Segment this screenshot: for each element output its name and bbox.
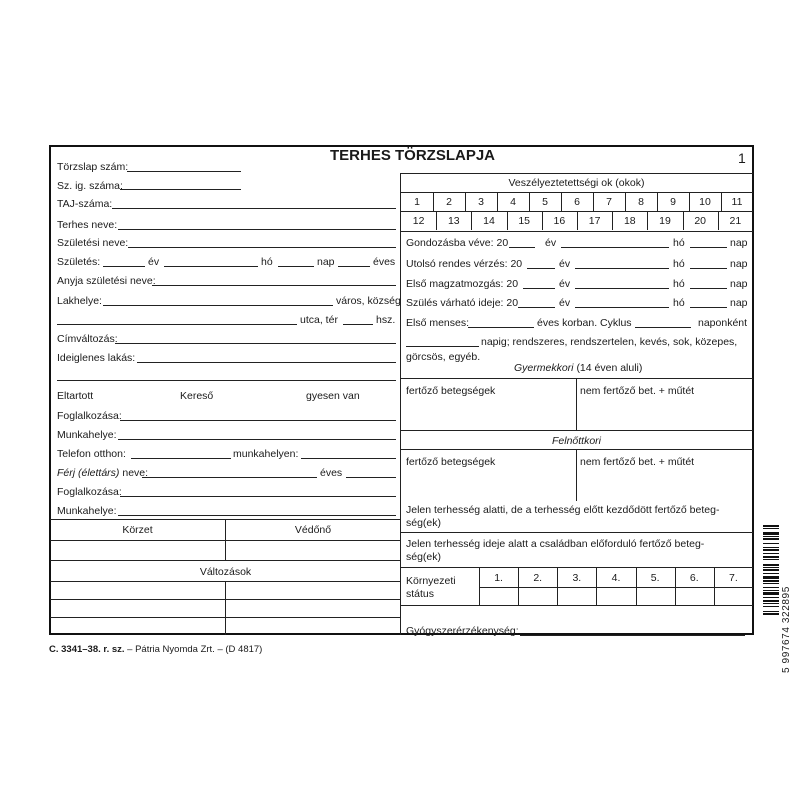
risk-row-1-cell-3[interactable]: 3 (478, 196, 484, 208)
utolso-verzes-month-field[interactable] (575, 268, 669, 269)
risk-row-2-cell-21[interactable]: 21 (729, 215, 742, 227)
gyermekkori-note: (14 éven aluli) (576, 362, 643, 374)
cimvaltozas-label: Címváltozás: (57, 333, 118, 345)
varos-kozseg-label: város, község (336, 295, 401, 307)
status-cell-3[interactable]: 3. (572, 572, 582, 584)
elso-magzatmozgas-label: Első magzatmozgás: 20 (406, 278, 519, 290)
munkahelyen-field[interactable] (301, 458, 396, 459)
barcode-bar (763, 547, 779, 548)
szules-varhato-month-field[interactable] (575, 307, 669, 308)
lakhelye-label: Lakhelye: (57, 295, 102, 307)
gondozasba-day-field[interactable] (690, 247, 727, 248)
gondozasba-ev-label: év (545, 237, 557, 249)
taj-szama-label: TAJ-száma: (57, 198, 113, 210)
jelen-2-top-line (400, 532, 753, 533)
risk-row-2-divider (542, 211, 543, 230)
risk-row-1-cell-6[interactable]: 6 (574, 196, 580, 208)
valtozasok-top-line (50, 560, 401, 561)
menses-line-2: napig; rendszeres, rendszertelen, kevés, sok, közepes, (481, 336, 738, 348)
risk-row-1-cell-9[interactable]: 9 (670, 196, 676, 208)
barcode-bar (763, 587, 779, 588)
hsz-label: hsz. (376, 314, 396, 326)
menses-line-3: görcsös, egyéb. (406, 351, 481, 363)
status-grid-divider (636, 567, 637, 605)
risk-row-1-divider (657, 192, 658, 211)
barcode-bar (763, 567, 779, 568)
barcode-bar (763, 528, 779, 529)
barcode-bar (763, 597, 779, 598)
korzet-header-line (50, 540, 401, 541)
valtozasok-row-line-2 (50, 617, 401, 618)
utolso-verzes-nap-label: nap (730, 258, 748, 270)
szuletes-ho-field[interactable] (278, 266, 314, 267)
szuletes-ho-label: hó (261, 256, 273, 268)
telefon-otthon-label: Telefon otthon: (57, 448, 126, 460)
elso-menses-label: Első menses: (406, 317, 470, 329)
kornyezeti-top-line (400, 567, 753, 568)
barcode-bar (763, 553, 779, 554)
gyermekkori-label: Gyermekkori (514, 362, 574, 374)
risk-row-1-cell-8[interactable]: 8 (638, 196, 644, 208)
utca-field[interactable] (57, 324, 297, 325)
ideiglenes-lakas-field[interactable] (137, 362, 396, 363)
risk-row-1-divider (625, 192, 626, 211)
barcode-bar (763, 573, 779, 574)
gyogyszer-field[interactable] (520, 635, 745, 636)
risk-row-1-divider (529, 192, 530, 211)
risk-grid-line-3 (400, 231, 753, 232)
barcode-bar (763, 525, 779, 527)
risk-row-1-divider (433, 192, 434, 211)
gondozasba-ho-label: hó (673, 237, 685, 249)
page-number: 1 (738, 150, 746, 166)
barcode-bar (763, 600, 779, 602)
ferj-neve-suffix: neve: (122, 467, 149, 479)
risk-row-1-divider (561, 192, 562, 211)
szuletes-ev-field[interactable] (164, 266, 258, 267)
fertozo-label: fertőző betegségek (406, 385, 496, 397)
status-cell-6[interactable]: 6. (689, 572, 699, 584)
foglalkozasa-label: Foglalkozása: (57, 410, 122, 422)
veszelyeztetettsegi-header: Veszélyeztetettségi ok (okok) (508, 177, 645, 189)
barcode-bar (763, 543, 779, 544)
munkahelye-2-field[interactable] (118, 515, 396, 516)
hsz-field[interactable] (343, 324, 373, 325)
barcode-bar (763, 606, 779, 607)
cyklus-field[interactable] (635, 327, 691, 328)
risk-row-1-divider (721, 192, 722, 211)
footer (49, 644, 262, 656)
gyogyszer-label: Gyógyszerérzékenység: (406, 625, 519, 637)
risk-row-2-cell-20[interactable]: 20 (694, 215, 707, 227)
risk-row-2-cell-13[interactable]: 13 (447, 215, 460, 227)
status-grid-divider (714, 567, 715, 605)
utolso-verzes-day-field[interactable] (690, 268, 727, 269)
fertozo-2-label: fertőző betegségek (406, 456, 496, 468)
barcode-bar (763, 549, 779, 551)
risk-row-1-divider (497, 192, 498, 211)
barcode-bar (763, 538, 779, 540)
gondozasba-year-field[interactable] (509, 247, 535, 248)
szules-varhato-day-field[interactable] (690, 307, 727, 308)
barcode-bar (763, 613, 779, 615)
kornyezeti-label-a: Környezeti (406, 575, 456, 587)
nem-fertozo-label: nem fertőző bet. + műtét (580, 385, 695, 397)
ideiglenes-lakas-label: Ideiglenes lakás: (57, 352, 136, 364)
elso-magzatmozgas-month-field[interactable] (575, 288, 669, 289)
jelen-1-line-a: Jelen terhesség alatti, de a terhesség előtt kezdődött fertőző beteg- (406, 504, 720, 516)
szules-varhato-year-field[interactable] (518, 307, 555, 308)
cimvaltozas-field[interactable] (115, 343, 396, 344)
szuletes-nap-field[interactable] (338, 266, 370, 267)
korzet-header: Körzet (122, 524, 153, 536)
risk-grid-line-1 (400, 192, 753, 193)
risk-row-2-cell-12[interactable]: 12 (412, 215, 425, 227)
risk-row-2-divider (436, 211, 437, 230)
foglalkozasa-2-field[interactable] (120, 496, 396, 497)
elso-menses-field[interactable] (468, 327, 534, 328)
barcode-bar (763, 564, 779, 566)
status-grid-divider (557, 567, 558, 605)
szuletes-label: Születés: (57, 256, 101, 268)
jelen-2-line-b: ség(ek) (406, 551, 442, 563)
status-cell-4[interactable]: 4. (611, 572, 621, 584)
utolso-verzes-ho-label: hó (673, 258, 685, 270)
kornyezeti-bottom-line (400, 605, 753, 606)
barcode-bar (763, 556, 779, 558)
vedono-header: Védőnő (294, 524, 332, 536)
szules-varhato-label: Szülés várható ideje: 20 (406, 297, 519, 309)
valtozasok-row-line-1 (50, 599, 401, 600)
gyermekkori-header (514, 362, 642, 374)
status-grid-divider (518, 567, 519, 605)
elso-magzatmozgas-nap-label: nap (730, 278, 748, 290)
risk-row-1-divider (465, 192, 466, 211)
felnottkori-top-line (400, 430, 753, 431)
barcode-bar (763, 536, 779, 537)
lakhelye-field[interactable] (103, 305, 333, 306)
foglalkozasa-field[interactable] (120, 420, 396, 421)
risk-row-2-divider (577, 211, 578, 230)
risk-row-1-cell-1[interactable]: 1 (414, 196, 420, 208)
valtozasok-divider (225, 581, 226, 635)
szules-varhato-ho-label: hó (673, 297, 685, 309)
barcode-digits: 5 997674 322895 (781, 586, 792, 673)
foglalkozasa-2-label: Foglalkozása: (57, 486, 122, 498)
barcode-bar (763, 592, 779, 595)
nem-fertozo-2-label: nem fertőző bet. + műtét (580, 456, 695, 468)
napig-field[interactable] (406, 346, 479, 347)
risk-row-1-cell-7[interactable]: 7 (606, 196, 612, 208)
felnottkori-header: Felnőttkori (551, 435, 602, 447)
gondozasba-nap-label: nap (730, 237, 748, 249)
terhes-neve-label: Terhes neve: (57, 219, 118, 231)
risk-row-1-cell-5[interactable]: 5 (542, 196, 548, 208)
kornyezeti-mid-line (479, 587, 753, 588)
torzslap-szam-label: Törzslap szám: (57, 161, 129, 173)
elso-magzatmozgas-ho-label: hó (673, 278, 685, 290)
form-code: C. 3341–38. r. sz. (49, 644, 125, 655)
telefon-otthon-field[interactable] (131, 458, 231, 459)
risk-row-1-divider (593, 192, 594, 211)
szuletes-place-field[interactable] (103, 266, 145, 267)
right-top-line (400, 173, 753, 174)
risk-row-1-cell-2[interactable]: 2 (446, 196, 452, 208)
ferj-neve-label (57, 467, 148, 479)
eltartott-option[interactable]: Eltartott (57, 390, 94, 402)
torzslap-szam-field[interactable] (127, 171, 241, 172)
barcode-bar (763, 576, 779, 579)
utca-ter-label: utca, tér (300, 314, 338, 326)
risk-row-2-divider (612, 211, 613, 230)
elso-magzatmozgas-day-field[interactable] (690, 288, 727, 289)
risk-row-1-cell-4[interactable]: 4 (510, 196, 516, 208)
szules-varhato-nap-label: nap (730, 297, 748, 309)
anyja-neve-label: Anyja születési neve: (57, 275, 156, 287)
ferj-neve-field[interactable] (142, 477, 317, 478)
risk-row-1-divider (689, 192, 690, 211)
kornyezeti-label-b: státus (406, 588, 435, 600)
kereso-option[interactable]: Kereső (180, 390, 214, 402)
utolso-verzes-ev-label: év (559, 258, 571, 270)
ferj-eves-field[interactable] (346, 477, 396, 478)
barcode-bar (763, 603, 779, 604)
risk-row-2-cell-18[interactable]: 18 (623, 215, 636, 227)
risk-row-2-divider (507, 211, 508, 230)
ferj-label: Férj (élettárs) (57, 467, 120, 479)
status-grid-divider (675, 567, 676, 605)
status-grid-divider (596, 567, 597, 605)
ideiglenes-lakas-field-2[interactable] (57, 380, 396, 381)
utolso-verzes-year-field[interactable] (527, 268, 555, 269)
status-cell-5[interactable]: 5. (650, 572, 660, 584)
naponkent-label: naponként (698, 317, 748, 329)
status-cell-7[interactable]: 7. (729, 572, 738, 584)
barcode-bar (763, 583, 779, 584)
risk-row-2-divider (718, 211, 719, 230)
barcode-bar (763, 611, 779, 612)
barcode-bar (763, 559, 779, 560)
sz-ig-szama-field[interactable] (120, 189, 241, 190)
munkahelyen-label: munkahelyen: (233, 448, 299, 460)
barcode-bar (763, 590, 779, 591)
gyesen-van-option[interactable]: gyesen van (306, 390, 360, 402)
form-title: TERHES TÖRZSLAPJA (330, 147, 496, 164)
valtozasok-header: Változások (199, 566, 252, 578)
szuletesi-neve-label: Születési neve: (57, 237, 129, 249)
eves-korban-label: éves korban. Cyklus (537, 317, 632, 329)
risk-row-2-cell-15[interactable]: 15 (518, 215, 531, 227)
barcode-bar (763, 580, 779, 582)
risk-row-2-divider (471, 211, 472, 230)
barcode (763, 525, 779, 673)
sz-ig-szama-label: Sz. ig. száma: (57, 180, 123, 192)
szuletesi-neve-field[interactable] (128, 247, 396, 248)
risk-row-1-cell-11[interactable]: 11 (731, 196, 743, 208)
risk-row-2-divider (647, 211, 648, 230)
gondozasba-label: Gondozásba véve: 20 (406, 237, 509, 249)
terhes-neve-field[interactable] (118, 229, 396, 230)
barcode-bar (763, 569, 779, 571)
risk-row-2-cell-19[interactable]: 19 (659, 215, 671, 227)
utolso-verzes-label: Utolsó rendes vérzés: 20 (406, 258, 523, 270)
risk-row-2-cell-16[interactable]: 16 (553, 215, 566, 227)
anyja-neve-field[interactable] (152, 285, 396, 286)
status-cell-1[interactable]: 1. (494, 572, 503, 584)
risk-row-1-cell-10[interactable]: 10 (699, 196, 711, 208)
status-cell-2[interactable]: 2. (533, 572, 543, 584)
jelen-1-line-b: ség(ek) (406, 517, 442, 529)
taj-szama-field[interactable] (112, 208, 396, 209)
ferj-eves-label: éves (320, 467, 343, 479)
szuletes-nap-label: nap (317, 256, 335, 268)
szuletes-eves-label: éves (373, 256, 396, 268)
risk-row-2-cell-14[interactable]: 14 (483, 215, 495, 227)
munkahelye-field[interactable] (118, 439, 396, 440)
jelen-2-line-a: Jelen terhesség ideje alatt a családban előforduló fertőző beteg- (406, 538, 705, 550)
gyermekkori-divider (576, 378, 577, 430)
elso-magzatmozgas-ev-label: év (559, 278, 571, 290)
munkahelye-label: Munkahelye: (57, 429, 117, 441)
szules-varhato-ev-label: év (559, 297, 571, 309)
barcode-bar (763, 532, 779, 535)
barcode-digits-wrap (781, 525, 793, 673)
elso-magzatmozgas-year-field[interactable] (523, 288, 555, 289)
publisher: – Pátria Nyomda Zrt. – (D 4817) (127, 644, 263, 655)
munkahelye-2-label: Munkahelye: (57, 505, 117, 517)
felnottkori-divider (576, 449, 577, 501)
risk-row-2-divider (683, 211, 684, 230)
gondozasba-month-field[interactable] (561, 247, 669, 248)
risk-row-2-cell-17[interactable]: 17 (588, 215, 601, 227)
szuletes-ev-label: év (148, 256, 160, 268)
